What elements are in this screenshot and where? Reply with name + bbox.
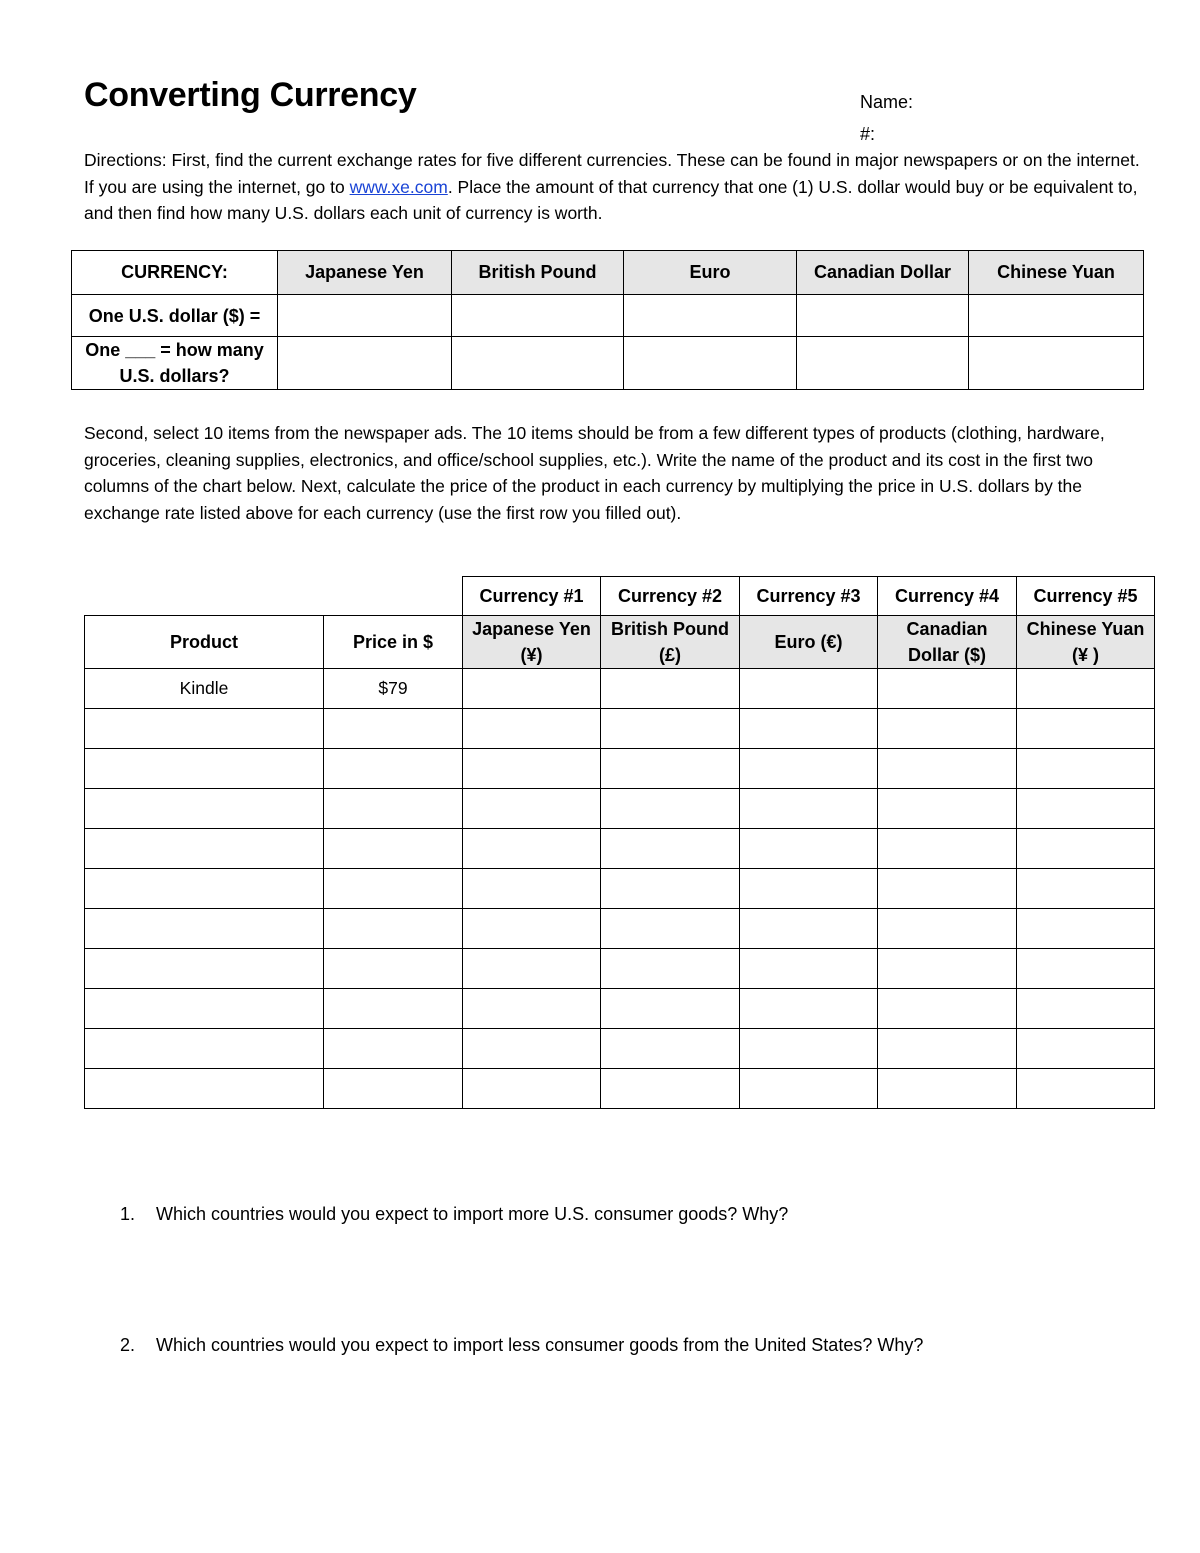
converted-price-cell[interactable] (878, 1069, 1017, 1109)
converted-price-cell[interactable] (463, 869, 601, 909)
number-label: #: (860, 124, 876, 144)
rate-cell[interactable] (452, 295, 624, 337)
header-british-pound: British Pound (452, 251, 624, 295)
converted-price-cell[interactable] (878, 949, 1017, 989)
converted-price-cell[interactable] (1017, 709, 1155, 749)
table-row (85, 789, 1155, 829)
table-row (85, 909, 1155, 949)
converted-price-cell[interactable] (601, 789, 740, 829)
table-row (85, 829, 1155, 869)
header-chinese-yuan: Chinese Yuan (969, 251, 1144, 295)
rate-cell[interactable] (797, 337, 969, 390)
table-row (85, 869, 1155, 909)
converted-price-cell[interactable] (601, 909, 740, 949)
converted-price-cell[interactable] (878, 669, 1017, 709)
question-1 (120, 1204, 788, 1225)
product-cell[interactable] (85, 829, 324, 869)
product-header: Product (85, 616, 324, 669)
directions-text-end: . Place the amount of that currency that one (1) U.S. dollar would buy or be equivalent to, and then find how many U.S. dollars each unit of currency is worth. (84, 176, 1138, 223)
question-text: Which countries would you expect to import less consumer goods from the United States? Why? (156, 1335, 924, 1355)
converted-price-cell[interactable] (878, 789, 1017, 829)
converted-price-cell[interactable] (463, 909, 601, 949)
converted-price-cell[interactable] (463, 709, 601, 749)
converted-price-cell[interactable] (463, 749, 601, 789)
converted-price-cell[interactable] (1017, 829, 1155, 869)
table-row (85, 749, 1155, 789)
converted-price-cell[interactable] (1017, 949, 1155, 989)
price-cell[interactable] (324, 1069, 463, 1109)
converted-price-cell[interactable] (463, 789, 601, 829)
price-cell[interactable] (324, 869, 463, 909)
converted-price-cell[interactable] (740, 949, 878, 989)
converted-price-cell[interactable] (740, 869, 878, 909)
converted-price-cell[interactable] (463, 1029, 601, 1069)
table-row (85, 1069, 1155, 1109)
converted-price-cell[interactable] (463, 669, 601, 709)
converted-price-cell[interactable] (463, 989, 601, 1029)
converted-price-cell[interactable] (1017, 1029, 1155, 1069)
xe-link[interactable]: www.xe.com (349, 176, 448, 197)
price-cell[interactable] (324, 949, 463, 989)
rate-cell[interactable] (278, 295, 452, 337)
page-title: Converting Currency (84, 76, 417, 114)
price-cell[interactable] (324, 789, 463, 829)
price-cell[interactable] (324, 749, 463, 789)
name-label: Name: (860, 92, 914, 112)
product-cell[interactable] (85, 869, 324, 909)
blank-header (324, 577, 463, 616)
currency-name-euro: Euro (€) (740, 616, 878, 669)
converted-price-cell[interactable] (1017, 789, 1155, 829)
product-cell[interactable]: Kindle (85, 669, 324, 709)
product-cell[interactable] (85, 789, 324, 829)
price-cell[interactable] (324, 829, 463, 869)
directions-text-start: Directions: First, find the current exchange rates for five different currencies. These can be found in major newspapers or on the internet. If you are using the internet, go to (84, 150, 1140, 197)
rate-cell[interactable] (624, 295, 797, 337)
rate-cell[interactable] (969, 295, 1144, 337)
table-row (85, 709, 1155, 749)
price-cell[interactable] (324, 1029, 463, 1069)
converted-price-cell[interactable] (740, 669, 878, 709)
converted-price-cell[interactable] (601, 749, 740, 789)
converted-price-cell[interactable] (1017, 989, 1155, 1029)
table-row (85, 989, 1155, 1029)
rate-cell[interactable] (452, 337, 624, 390)
currency-number-2: Currency #2 (601, 577, 740, 616)
currency-name-pound: British Pound (£) (601, 616, 740, 669)
converted-price-cell[interactable] (1017, 749, 1155, 789)
currency-header: CURRENCY: (72, 251, 278, 295)
product-cell[interactable] (85, 989, 324, 1029)
converted-price-cell[interactable] (878, 709, 1017, 749)
converted-price-cell[interactable] (463, 829, 601, 869)
converted-price-cell[interactable] (1017, 1069, 1155, 1109)
converted-price-cell[interactable] (740, 829, 878, 869)
converted-price-cell[interactable] (740, 789, 878, 829)
currency-name-yen: Japanese Yen (¥) (463, 616, 601, 669)
converted-price-cell[interactable] (601, 989, 740, 1029)
product-cell[interactable] (85, 909, 324, 949)
converted-price-cell[interactable] (878, 1029, 1017, 1069)
converted-price-cell[interactable] (601, 949, 740, 989)
product-cell[interactable] (85, 949, 324, 989)
row-label-one-usd: One U.S. dollar ($) = (72, 295, 278, 337)
price-table (84, 576, 1155, 1109)
blank-header (85, 577, 324, 616)
directions-paragraph (84, 147, 1144, 227)
converted-price-cell[interactable] (740, 1069, 878, 1109)
converted-price-cell[interactable] (463, 949, 601, 989)
currency-number-4: Currency #4 (878, 577, 1017, 616)
converted-price-cell[interactable] (601, 669, 740, 709)
converted-price-cell[interactable] (740, 989, 878, 1029)
second-paragraph: Second, select 10 items from the newspaper ads. The 10 items should be from a few different types of products (clothing, hardware, groceries, cleaning supplies, electronics, and office/school supplies, etc.). Write the name of the product and its cost in the first two columns of the chart below. Next, calculate the price of the product in each currency by multiplying the price in U.S. dollars by the exchange rate listed above for each currency (use the first row you filled out). (84, 423, 1105, 523)
converted-price-cell[interactable] (740, 709, 878, 749)
product-cell[interactable] (85, 749, 324, 789)
converted-price-cell[interactable] (601, 1029, 740, 1069)
rate-cell[interactable] (969, 337, 1144, 390)
product-cell[interactable] (85, 1029, 324, 1069)
currency-number-3: Currency #3 (740, 577, 878, 616)
converted-price-cell[interactable] (878, 829, 1017, 869)
converted-price-cell[interactable] (601, 709, 740, 749)
converted-price-cell[interactable] (878, 869, 1017, 909)
converted-price-cell[interactable] (463, 1069, 601, 1109)
header-japanese-yen: Japanese Yen (278, 251, 452, 295)
table-row (85, 949, 1155, 989)
converted-price-cell[interactable] (601, 1069, 740, 1109)
currency-name-cad: Canadian Dollar ($) (878, 616, 1017, 669)
header-canadian-dollar: Canadian Dollar (797, 251, 969, 295)
currency-number-5: Currency #5 (1017, 577, 1155, 616)
question-text: Which countries would you expect to import more U.S. consumer goods? Why? (156, 1204, 789, 1224)
converted-price-cell[interactable] (601, 869, 740, 909)
price-cell[interactable] (324, 909, 463, 949)
converted-price-cell[interactable] (878, 749, 1017, 789)
converted-price-cell[interactable] (1017, 669, 1155, 709)
price-cell[interactable] (324, 709, 463, 749)
row-label-one-unit: One ___ = how many U.S. dollars? (72, 337, 278, 390)
converted-price-cell[interactable] (740, 749, 878, 789)
converted-price-cell[interactable] (1017, 909, 1155, 949)
table-row (85, 1029, 1155, 1069)
price-header: Price in $ (324, 616, 463, 669)
exchange-rate-table (71, 250, 1144, 390)
product-cell[interactable] (85, 1069, 324, 1109)
price-table-body (85, 669, 1155, 1109)
currency-name-yuan: Chinese Yuan (¥ ) (1017, 616, 1155, 669)
price-cell[interactable] (324, 989, 463, 1029)
converted-price-cell[interactable] (740, 909, 878, 949)
question-number: 2. (120, 1335, 136, 1355)
header-euro: Euro (624, 251, 797, 295)
rate-cell[interactable] (797, 295, 969, 337)
converted-price-cell[interactable] (878, 989, 1017, 1029)
currency-number-1: Currency #1 (463, 577, 601, 616)
converted-price-cell[interactable] (1017, 869, 1155, 909)
question-number: 1. (120, 1204, 136, 1224)
rate-cell[interactable] (624, 337, 797, 390)
table-row (85, 669, 1155, 709)
rate-cell[interactable] (278, 337, 452, 390)
price-cell[interactable]: $79 (324, 669, 463, 709)
converted-price-cell[interactable] (601, 829, 740, 869)
converted-price-cell[interactable] (878, 909, 1017, 949)
question-2 (120, 1335, 923, 1356)
converted-price-cell[interactable] (740, 1029, 878, 1069)
product-cell[interactable] (85, 709, 324, 749)
